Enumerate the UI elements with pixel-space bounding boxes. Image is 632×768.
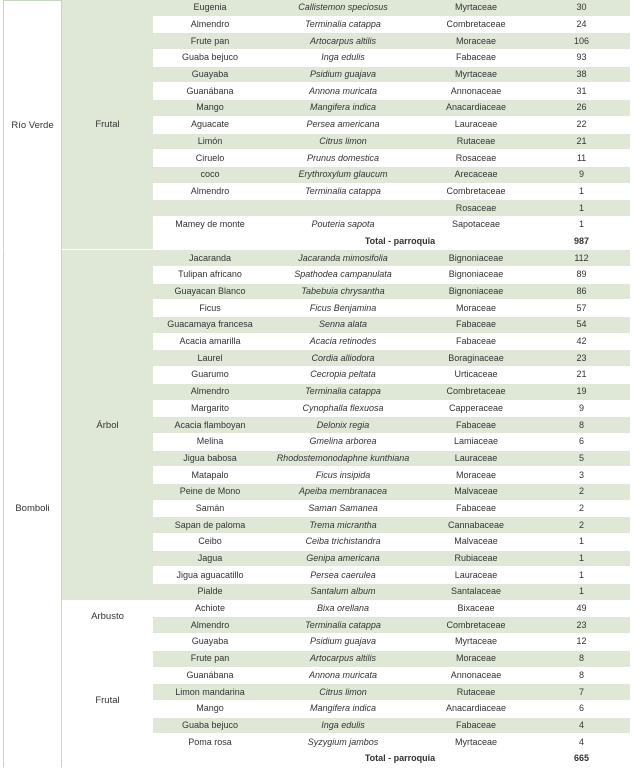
count-cell: 86: [533, 284, 630, 301]
common-name-cell: Eugenia: [153, 0, 267, 17]
common-name-cell: Guacamaya francesa: [153, 317, 267, 334]
family-cell: Lauraceae: [419, 117, 533, 134]
count-cell: 21: [533, 134, 630, 151]
common-name-cell: Laurel: [153, 350, 267, 367]
common-name-cell: Jacaranda: [153, 250, 267, 267]
count-cell: 112: [533, 250, 630, 267]
family-cell: Combretaceae: [419, 384, 533, 401]
scientific-name-cell: Saman Samanea: [267, 501, 419, 518]
family-cell: Bignoniaceae: [419, 284, 533, 301]
common-name-cell: Mango: [153, 701, 267, 718]
count-cell: 8: [533, 651, 630, 668]
family-cell: Malvaceae: [419, 534, 533, 551]
scientific-name-cell: Citrus limon: [267, 134, 419, 151]
count-cell: 5: [533, 451, 630, 468]
family-cell: Rubiaceae: [419, 551, 533, 568]
count-cell: 9: [533, 167, 630, 184]
count-cell: 3: [533, 467, 630, 484]
count-cell: 106: [533, 33, 630, 50]
common-name-cell: Margarito: [153, 401, 267, 418]
scientific-name-cell: Acacia retinodes: [267, 334, 419, 351]
family-cell: Moraceae: [419, 300, 533, 317]
count-cell: 93: [533, 50, 630, 67]
common-name-cell: Guanábana: [153, 83, 267, 100]
family-cell: Myrtaceae: [419, 67, 533, 84]
tipo-cell: Frutal: [62, 634, 153, 768]
count-cell: 49: [533, 601, 630, 618]
family-cell: Urticaceae: [419, 367, 533, 384]
family-cell: Arecaceae: [419, 167, 533, 184]
scientific-name-cell: Inga edulis: [267, 718, 419, 735]
common-name-cell: Guaba bejuco: [153, 50, 267, 67]
scientific-name-cell: Cecropia peltata: [267, 367, 419, 384]
family-cell: Moraceae: [419, 467, 533, 484]
scientific-name-cell: Jacaranda mimosifolia: [267, 250, 419, 267]
common-name-cell: Achiote: [153, 601, 267, 618]
family-cell: Myrtaceae: [419, 634, 533, 651]
family-cell: Rutaceae: [419, 684, 533, 701]
common-name-cell: Acacia amarilla: [153, 334, 267, 351]
common-name-cell: Sapan de paloma: [153, 517, 267, 534]
common-name-cell: coco: [153, 167, 267, 184]
scientific-name-cell: Tabebuia chrysantha: [267, 284, 419, 301]
common-name-cell: Almendro: [153, 384, 267, 401]
family-cell: Bignoniaceae: [419, 267, 533, 284]
family-cell: Anacardiaceae: [419, 100, 533, 117]
scientific-name-cell: Cynophalla flexuosa: [267, 401, 419, 418]
family-cell: Myrtaceae: [419, 0, 533, 17]
scientific-name-cell: Psidium guajava: [267, 67, 419, 84]
total-row-spacer: [153, 751, 267, 768]
family-cell: Combretaceae: [419, 184, 533, 201]
scientific-name-cell: Citrus limon: [267, 684, 419, 701]
count-cell: 6: [533, 434, 630, 451]
family-cell: Myrtaceae: [419, 734, 533, 751]
scientific-name-cell: Pouteria sapota: [267, 217, 419, 234]
family-cell: Rutaceae: [419, 134, 533, 151]
family-cell: Fabaceae: [419, 501, 533, 518]
family-cell: Rosaceae: [419, 150, 533, 167]
count-cell: 54: [533, 317, 630, 334]
scientific-name-cell: Terminalia catappa: [267, 17, 419, 34]
count-cell: 21: [533, 367, 630, 384]
scientific-name-cell: Senna alata: [267, 317, 419, 334]
scientific-name-cell: Mangifera indica: [267, 100, 419, 117]
common-name-cell: Melina: [153, 434, 267, 451]
count-cell: 4: [533, 734, 630, 751]
count-cell: 42: [533, 334, 630, 351]
table-row: [3, 250, 630, 267]
family-cell: Malvaceae: [419, 484, 533, 501]
scientific-name-cell: Annona muricata: [267, 83, 419, 100]
species-table: [3, 0, 630, 768]
family-cell: Sapotaceae: [419, 217, 533, 234]
family-cell: Santalaceae: [419, 584, 533, 601]
scientific-name-cell: Annona muricata: [267, 668, 419, 685]
family-cell: Cannabaceae: [419, 517, 533, 534]
family-cell: Boraginaceae: [419, 350, 533, 367]
common-name-cell: Mango: [153, 100, 267, 117]
scientific-name-cell: Ceiba trichistandra: [267, 534, 419, 551]
common-name-cell: Ciruelo: [153, 150, 267, 167]
scientific-name-cell: Inga edulis: [267, 50, 419, 67]
total-row-spacer: [153, 234, 267, 251]
count-cell: 6: [533, 701, 630, 718]
scientific-name-cell: Artocarpus altilis: [267, 33, 419, 50]
family-cell: Lamiaceae: [419, 434, 533, 451]
family-cell: Annonaceae: [419, 83, 533, 100]
count-cell: 1: [533, 184, 630, 201]
count-cell: 23: [533, 350, 630, 367]
scientific-name-cell: Persea caerulea: [267, 567, 419, 584]
common-name-cell: Jigua babosa: [153, 451, 267, 468]
common-name-cell: Guanábana: [153, 668, 267, 685]
count-cell: 12: [533, 634, 630, 651]
count-cell: 1: [533, 200, 630, 217]
scientific-name-cell: Trema micrantha: [267, 517, 419, 534]
scientific-name-cell: Ficus Benjamina: [267, 300, 419, 317]
family-cell: Combretaceae: [419, 617, 533, 634]
count-cell: 11: [533, 150, 630, 167]
family-cell: Fabaceae: [419, 718, 533, 735]
common-name-cell: Matapalo: [153, 467, 267, 484]
total-value: 987: [533, 234, 630, 251]
common-name-cell: Pialde: [153, 584, 267, 601]
scientific-name-cell: Gmelina arborea: [267, 434, 419, 451]
common-name-cell: Acacia flamboyan: [153, 417, 267, 434]
common-name-cell: Guayaba: [153, 67, 267, 84]
total-label: Total - parroquia: [267, 751, 533, 768]
family-cell: Fabaceae: [419, 417, 533, 434]
common-name-cell: Peine de Mono: [153, 484, 267, 501]
count-cell: 8: [533, 668, 630, 685]
family-cell: Fabaceae: [419, 317, 533, 334]
count-cell: 30: [533, 0, 630, 17]
count-cell: 7: [533, 684, 630, 701]
family-cell: Fabaceae: [419, 334, 533, 351]
scientific-name-cell: Cordia alliodora: [267, 350, 419, 367]
count-cell: 1: [533, 584, 630, 601]
count-cell: 2: [533, 517, 630, 534]
common-name-cell: Guarumo: [153, 367, 267, 384]
common-name-cell: Limón: [153, 134, 267, 151]
family-cell: Moraceae: [419, 33, 533, 50]
count-cell: 1: [533, 567, 630, 584]
common-name-cell: Limon mandarina: [153, 684, 267, 701]
common-name-cell: Almendro: [153, 184, 267, 201]
scientific-name-cell: Delonix regia: [267, 417, 419, 434]
common-name-cell: Mamey de monte: [153, 217, 267, 234]
count-cell: 4: [533, 718, 630, 735]
scientific-name-cell: Genipa americana: [267, 551, 419, 568]
common-name-cell: Guaba bejuco: [153, 718, 267, 735]
scientific-name-cell: Mangifera indica: [267, 701, 419, 718]
parroquia-cell: Río Verde: [3, 0, 62, 250]
count-cell: 9: [533, 401, 630, 418]
scientific-name-cell: Persea americana: [267, 117, 419, 134]
scientific-name-cell: Artocarpus altilis: [267, 651, 419, 668]
scientific-name-cell: Psidium guajava: [267, 634, 419, 651]
scientific-name-cell: Bixa orellana: [267, 601, 419, 618]
count-cell: 26: [533, 100, 630, 117]
scientific-name-cell: Santalum album: [267, 584, 419, 601]
count-cell: 2: [533, 501, 630, 518]
count-cell: 1: [533, 551, 630, 568]
tipo-cell: Frutal: [62, 0, 153, 250]
common-name-cell: Almendro: [153, 17, 267, 34]
common-name-cell: Ceibo: [153, 534, 267, 551]
common-name-cell: Jigua aguacatillo: [153, 567, 267, 584]
scientific-name-cell: Callistemon speciosus: [267, 0, 419, 17]
common-name-cell: Guayacan Blanco: [153, 284, 267, 301]
parroquia-cell: Bomboli: [3, 250, 62, 767]
scientific-name-cell: Apeiba membranacea: [267, 484, 419, 501]
table-row: [3, 0, 630, 17]
family-cell: Combretaceae: [419, 17, 533, 34]
family-cell: Bixaceae: [419, 601, 533, 618]
count-cell: 1: [533, 534, 630, 551]
table-row: [3, 601, 630, 618]
family-cell: Lauraceae: [419, 567, 533, 584]
common-name-cell: Poma rosa: [153, 734, 267, 751]
scientific-name-cell: Syzygium jambos: [267, 734, 419, 751]
family-cell: Fabaceae: [419, 50, 533, 67]
scientific-name-cell: Rhodostemonodaphne kunthiana: [267, 451, 419, 468]
family-cell: Bignoniaceae: [419, 250, 533, 267]
family-cell: Lauraceae: [419, 451, 533, 468]
total-label: Total - parroquia: [267, 234, 533, 251]
scientific-name-cell: Prunus domestica: [267, 150, 419, 167]
tipo-cell: Arbusto: [62, 601, 153, 634]
common-name-cell: Guayaba: [153, 634, 267, 651]
count-cell: 57: [533, 300, 630, 317]
count-cell: 1: [533, 217, 630, 234]
scientific-name-cell: Erythroxylum glaucum: [267, 167, 419, 184]
count-cell: 23: [533, 617, 630, 634]
count-cell: 22: [533, 117, 630, 134]
common-name-cell: Jagua: [153, 551, 267, 568]
family-cell: Annonaceae: [419, 668, 533, 685]
count-cell: 31: [533, 83, 630, 100]
table-row: [3, 634, 630, 651]
scientific-name-cell: Spathodea campanulata: [267, 267, 419, 284]
scientific-name-cell: Terminalia catappa: [267, 617, 419, 634]
common-name-cell: Frute pan: [153, 651, 267, 668]
count-cell: 38: [533, 67, 630, 84]
species-table-body: [3, 0, 630, 768]
tipo-cell: Árbol: [62, 250, 153, 600]
family-cell: Capperaceae: [419, 401, 533, 418]
common-name-cell: Aguacate: [153, 117, 267, 134]
total-value: 665: [533, 751, 630, 768]
family-cell: Rosaceae: [419, 200, 533, 217]
count-cell: 89: [533, 267, 630, 284]
common-name-cell: Tulipan africano: [153, 267, 267, 284]
common-name-cell: Almendro: [153, 617, 267, 634]
common-name-cell: Samán: [153, 501, 267, 518]
scientific-name-cell: [267, 200, 419, 217]
count-cell: 8: [533, 417, 630, 434]
count-cell: 2: [533, 484, 630, 501]
common-name-cell: Ficus: [153, 300, 267, 317]
family-cell: Anacardiaceae: [419, 701, 533, 718]
common-name-cell: Frute pan: [153, 33, 267, 50]
count-cell: 19: [533, 384, 630, 401]
scientific-name-cell: Ficus insipida: [267, 467, 419, 484]
scientific-name-cell: Terminalia catappa: [267, 184, 419, 201]
scientific-name-cell: Terminalia catappa: [267, 384, 419, 401]
family-cell: Moraceae: [419, 651, 533, 668]
common-name-cell: [153, 200, 267, 217]
count-cell: 24: [533, 17, 630, 34]
